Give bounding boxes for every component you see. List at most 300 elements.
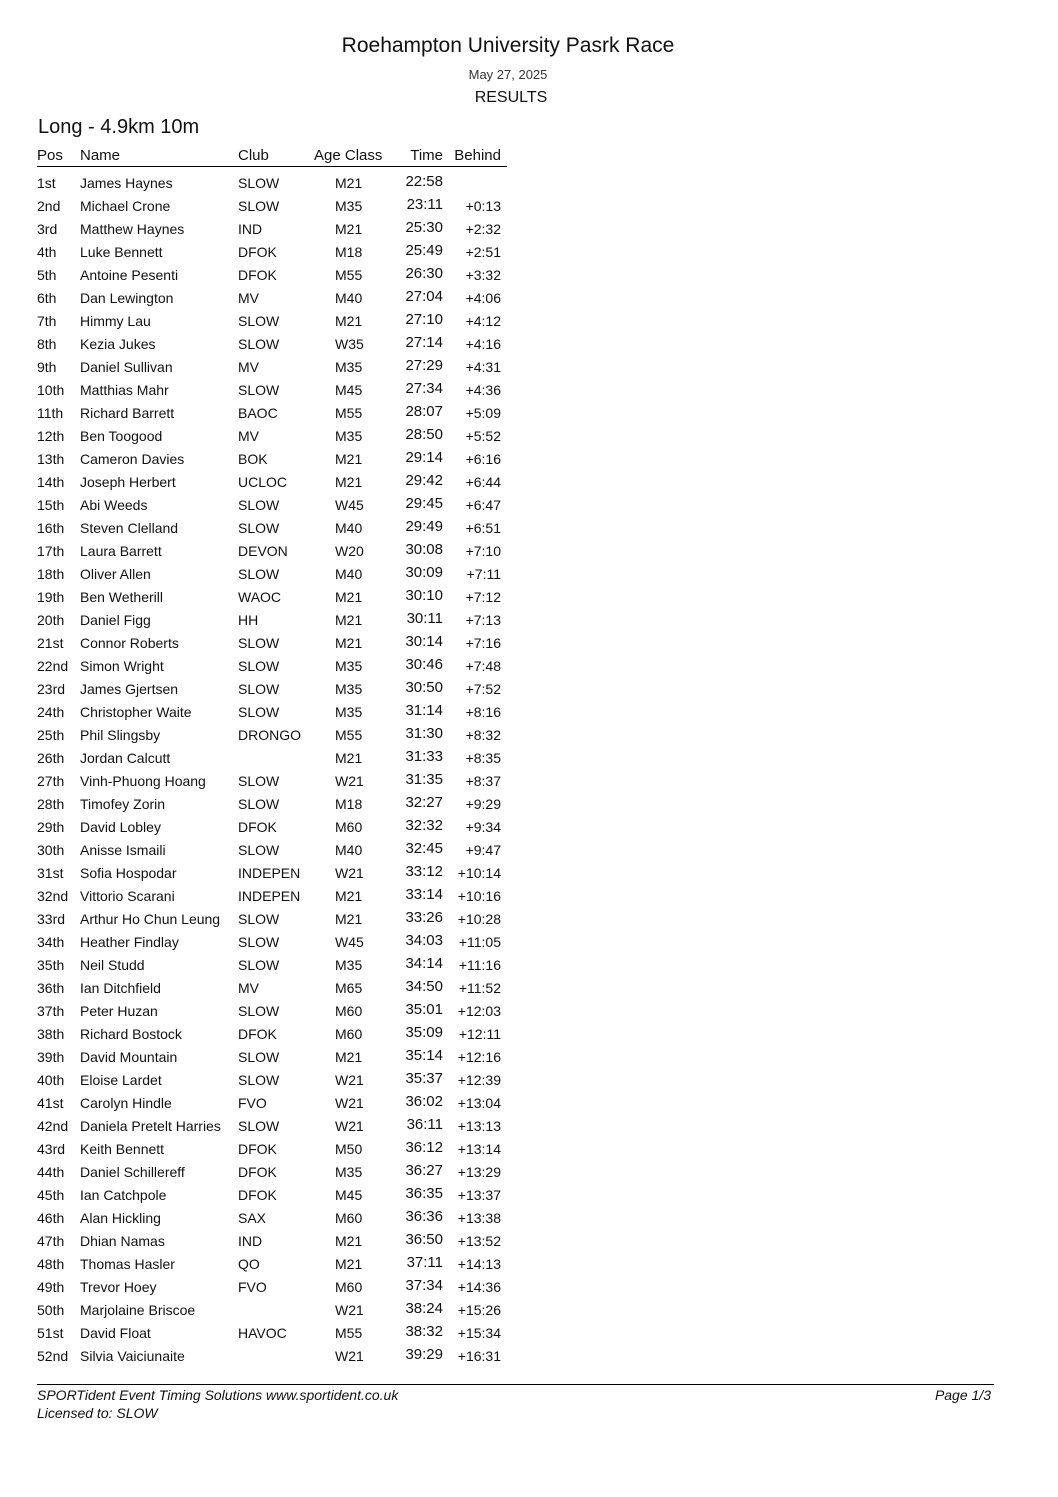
row-pos: 3rd (37, 220, 58, 237)
row-pos: 17th (37, 542, 65, 559)
row-age-class: M21 (335, 910, 363, 927)
table-body (37, 167, 507, 1365)
row-club: SLOW (238, 910, 280, 927)
row-pos: 7th (37, 312, 57, 329)
row-time: 26:30 (405, 265, 443, 283)
row-name: Richard Barrett (80, 404, 175, 421)
row-time: 31:33 (405, 748, 443, 766)
row-name: Abi Weeds (80, 496, 148, 513)
row-time: 32:32 (405, 817, 443, 835)
row-age-class: M60 (335, 818, 363, 835)
row-time: 30:08 (405, 541, 443, 559)
row-age-class: M35 (335, 680, 363, 697)
row-age-class: M65 (335, 979, 363, 996)
row-name: Daniel Figg (80, 611, 151, 628)
row-club: SLOW (238, 634, 280, 651)
row-club: SLOW (238, 519, 280, 536)
row-club: SLOW (238, 1048, 280, 1065)
row-time: 27:04 (405, 288, 443, 306)
row-age-class: M35 (335, 358, 363, 375)
row-age-class: M21 (335, 1255, 363, 1272)
row-pos: 19th (37, 588, 65, 605)
table-row (37, 882, 507, 905)
row-name: Oliver Allen (80, 565, 151, 582)
table-row (37, 767, 507, 790)
row-behind: +10:14 (457, 864, 501, 881)
row-club: INDEPEN (238, 887, 301, 904)
row-age-class: W21 (335, 772, 364, 789)
row-club: SLOW (238, 795, 280, 812)
row-name: Dan Lewington (80, 289, 174, 306)
table-row (37, 1319, 507, 1342)
table-row (37, 422, 507, 445)
row-name: Silvia Vaiciunaite (80, 1347, 185, 1364)
row-club: DFOK (238, 818, 277, 835)
table-row (37, 698, 507, 721)
row-age-class: M21 (335, 1232, 363, 1249)
header-pos: Pos (37, 147, 63, 164)
row-behind: +13:04 (457, 1094, 501, 1111)
row-age-class: M55 (335, 266, 363, 283)
row-behind: +2:51 (465, 243, 501, 260)
row-club: BOK (238, 450, 268, 467)
table-row (37, 721, 507, 744)
row-behind: +12:16 (457, 1048, 501, 1065)
table-row (37, 1227, 507, 1250)
row-behind: +15:34 (457, 1324, 501, 1341)
row-club: IND (238, 220, 263, 237)
row-name: Jordan Calcutt (80, 749, 171, 766)
row-club: DFOK (238, 266, 277, 283)
row-behind: +4:36 (465, 381, 501, 398)
footer-page-number: Page 1/3 (934, 1387, 991, 1403)
row-pos: 26th (37, 749, 65, 766)
row-name: Anisse Ismaili (80, 841, 166, 858)
row-age-class: M55 (335, 404, 363, 421)
row-behind: +9:34 (465, 818, 501, 835)
row-club: SLOW (238, 772, 280, 789)
row-club: MV (238, 289, 259, 306)
row-pos: 23rd (37, 680, 66, 697)
row-pos: 39th (37, 1048, 65, 1065)
row-age-class: M60 (335, 1278, 363, 1295)
row-pos: 21st (37, 634, 64, 651)
row-name: Ian Catchpole (80, 1186, 167, 1203)
row-pos: 44th (37, 1163, 65, 1180)
row-time: 28:07 (405, 403, 443, 421)
row-time: 27:14 (405, 334, 443, 352)
row-behind: +6:16 (465, 450, 501, 467)
table-row (37, 238, 507, 261)
row-time: 35:09 (405, 1024, 443, 1042)
row-age-class: M21 (335, 1048, 363, 1065)
table-row (37, 836, 507, 859)
row-behind: +9:29 (465, 795, 501, 812)
table-row (37, 905, 507, 928)
row-age-class: M21 (335, 588, 363, 605)
row-pos: 8th (37, 335, 57, 352)
table-row (37, 675, 507, 698)
table-row (37, 261, 507, 284)
row-name: Arthur Ho Chun Leung (80, 910, 221, 927)
row-time: 38:24 (405, 1300, 443, 1318)
table-row (37, 445, 507, 468)
row-club: UCLOC (238, 473, 288, 490)
row-age-class: M60 (335, 1209, 363, 1226)
row-name: David Mountain (80, 1048, 178, 1065)
row-age-class: W20 (335, 542, 364, 559)
row-time: 28:50 (405, 426, 443, 444)
row-behind: +10:16 (457, 887, 501, 904)
row-pos: 15th (37, 496, 65, 513)
row-age-class: M35 (335, 427, 363, 444)
row-pos: 35th (37, 956, 65, 973)
table-row (37, 399, 507, 422)
row-pos: 33rd (37, 910, 66, 927)
row-pos: 13th (37, 450, 65, 467)
row-age-class: M21 (335, 749, 363, 766)
table-row (37, 1273, 507, 1296)
row-behind: +13:14 (457, 1140, 501, 1157)
row-club: DEVON (238, 542, 288, 559)
row-club: DFOK (238, 243, 277, 260)
table-row (37, 997, 507, 1020)
row-time: 27:10 (405, 311, 443, 329)
row-age-class: M21 (335, 450, 363, 467)
row-pos: 52nd (37, 1347, 69, 1364)
row-name: Ben Toogood (80, 427, 163, 444)
row-club: IND (238, 1232, 263, 1249)
table-row (37, 330, 507, 353)
row-behind: +12:39 (457, 1071, 501, 1088)
row-name: Michael Crone (80, 197, 171, 214)
row-age-class: W45 (335, 496, 364, 513)
row-behind: +14:13 (457, 1255, 501, 1272)
table-row (37, 1089, 507, 1112)
row-time: 36:11 (406, 1116, 443, 1134)
event-date: May 27, 2025 (468, 67, 548, 82)
row-time: 33:26 (405, 909, 443, 927)
row-behind: +9:47 (465, 841, 501, 858)
row-behind: +12:03 (457, 1002, 501, 1019)
table-row (37, 376, 507, 399)
row-name: Neil Studd (80, 956, 145, 973)
row-behind: +5:09 (465, 404, 501, 421)
row-behind: +11:16 (458, 956, 501, 973)
row-time: 25:30 (405, 219, 443, 237)
row-behind: +7:48 (465, 657, 501, 674)
row-pos: 45th (37, 1186, 65, 1203)
row-behind: +0:13 (465, 197, 501, 214)
row-time: 35:37 (405, 1070, 443, 1088)
row-pos: 34th (37, 933, 65, 950)
footer-software: SPORTident Event Timing Solutions www.sportident.co.uk (37, 1387, 399, 1403)
footer-license: Licensed to: SLOW (37, 1405, 158, 1421)
row-club: SLOW (238, 496, 280, 513)
table-row (37, 606, 507, 629)
row-time: 33:14 (405, 886, 443, 904)
row-pos: 14th (37, 473, 65, 490)
row-age-class: M18 (335, 243, 363, 260)
row-club: SLOW (238, 174, 280, 191)
row-age-class: M35 (335, 956, 363, 973)
row-time: 23:11 (406, 196, 443, 214)
row-behind: +6:47 (465, 496, 501, 513)
row-pos: 37th (37, 1002, 65, 1019)
row-age-class: W21 (335, 864, 364, 881)
row-club: SLOW (238, 657, 280, 674)
row-club: SAX (238, 1209, 267, 1226)
row-name: Matthew Haynes (80, 220, 185, 237)
row-club: DFOK (238, 1140, 277, 1157)
row-club: FVO (238, 1278, 267, 1295)
row-club: SLOW (238, 1071, 280, 1088)
row-pos: 40th (37, 1071, 65, 1088)
row-behind: +15:26 (457, 1301, 501, 1318)
results-heading: RESULTS (474, 89, 548, 106)
table-row (37, 284, 507, 307)
row-behind: +13:13 (457, 1117, 501, 1134)
row-name: James Gjertsen (80, 680, 179, 697)
row-time: 37:11 (406, 1254, 443, 1272)
row-pos: 47th (37, 1232, 65, 1249)
table-row (37, 1066, 507, 1089)
row-behind: +14:36 (457, 1278, 501, 1295)
row-name: Daniel Schillereff (80, 1163, 185, 1180)
row-pos: 41st (37, 1094, 64, 1111)
table-row (37, 1043, 507, 1066)
row-pos: 49th (37, 1278, 65, 1295)
row-time: 36:36 (405, 1208, 443, 1226)
row-pos: 16th (37, 519, 65, 536)
row-behind: +12:11 (458, 1025, 501, 1042)
row-club: HAVOC (238, 1324, 287, 1341)
row-age-class: M40 (335, 519, 363, 536)
row-club: SLOW (238, 956, 280, 973)
table-row (37, 1181, 507, 1204)
row-name: James Haynes (80, 174, 173, 191)
row-age-class: M50 (335, 1140, 363, 1157)
header-name: Name (80, 147, 121, 164)
row-name: Luke Bennett (80, 243, 163, 260)
row-behind: +13:52 (457, 1232, 501, 1249)
row-time: 29:14 (405, 449, 443, 467)
row-pos: 1st (37, 174, 56, 191)
table-row (37, 790, 507, 813)
row-name: Kezia Jukes (80, 335, 156, 352)
row-pos: 2nd (37, 197, 61, 214)
row-behind: +7:10 (465, 542, 501, 559)
table-row (37, 1250, 507, 1273)
row-time: 29:49 (405, 518, 443, 536)
row-club: FVO (238, 1094, 267, 1111)
row-behind: +5:52 (465, 427, 501, 444)
table-row (37, 192, 507, 215)
row-behind: +6:44 (465, 473, 501, 490)
row-behind: +11:52 (458, 979, 501, 996)
row-time: 34:03 (405, 932, 443, 950)
table-row (37, 1204, 507, 1227)
row-age-class: M35 (335, 657, 363, 674)
row-age-class: M21 (335, 473, 363, 490)
footer-divider (37, 1384, 994, 1385)
row-name: David Float (80, 1324, 151, 1341)
row-pos: 25th (37, 726, 65, 743)
row-time: 32:27 (405, 794, 443, 812)
row-age-class: W45 (335, 933, 364, 950)
row-club: MV (238, 358, 259, 375)
row-time: 33:12 (405, 863, 443, 881)
row-club: DRONGO (238, 726, 301, 743)
row-name: Peter Huzan (80, 1002, 158, 1019)
table-row (37, 491, 507, 514)
row-pos: 5th (37, 266, 57, 283)
table-row (37, 629, 507, 652)
row-pos: 27th (37, 772, 65, 789)
row-time: 27:34 (405, 380, 443, 398)
row-behind: +13:29 (457, 1163, 501, 1180)
row-age-class: W21 (335, 1301, 364, 1318)
row-club: QO (238, 1255, 260, 1272)
row-behind: +6:51 (465, 519, 501, 536)
table-row (37, 353, 507, 376)
row-time: 34:50 (405, 978, 443, 996)
row-pos: 6th (37, 289, 57, 306)
row-club: SLOW (238, 1002, 280, 1019)
row-name: Antoine Pesenti (80, 266, 179, 283)
row-behind: +7:52 (465, 680, 501, 697)
row-age-class: M45 (335, 381, 363, 398)
row-name: Laura Barrett (80, 542, 162, 559)
row-name: Christopher Waite (80, 703, 192, 720)
row-behind: +8:35 (465, 749, 501, 766)
row-behind: +4:06 (465, 289, 501, 306)
row-age-class: W21 (335, 1347, 364, 1364)
row-time: 30:11 (406, 610, 443, 628)
row-behind: +13:37 (457, 1186, 501, 1203)
row-pos: 31st (37, 864, 64, 881)
row-time: 34:14 (405, 955, 443, 973)
row-club: SLOW (238, 680, 280, 697)
row-name: Timofey Zorin (80, 795, 166, 812)
table-row (37, 583, 507, 606)
row-time: 36:35 (405, 1185, 443, 1203)
row-behind: +4:12 (465, 312, 501, 329)
row-club: SLOW (238, 197, 280, 214)
row-name: Daniela Pretelt Harries (80, 1117, 221, 1134)
table-row (37, 813, 507, 836)
row-pos: 10th (37, 381, 65, 398)
row-pos: 32nd (37, 887, 69, 904)
table-header (37, 146, 507, 167)
row-name: Marjolaine Briscoe (80, 1301, 196, 1318)
row-behind: +11:05 (458, 933, 501, 950)
row-age-class: M21 (335, 887, 363, 904)
row-time: 36:27 (405, 1162, 443, 1180)
row-age-class: M55 (335, 1324, 363, 1341)
table-row (37, 1342, 507, 1365)
row-time: 22:58 (405, 173, 443, 191)
row-age-class: M21 (335, 312, 363, 329)
row-pos: 43rd (37, 1140, 66, 1157)
row-age-class: M21 (335, 611, 363, 628)
row-pos: 29th (37, 818, 65, 835)
row-age-class: M35 (335, 703, 363, 720)
row-age-class: M21 (335, 220, 363, 237)
table-row (37, 744, 507, 767)
row-name: Simon Wright (80, 657, 164, 674)
row-pos: 4th (37, 243, 57, 260)
row-pos: 18th (37, 565, 65, 582)
row-age-class: M60 (335, 1002, 363, 1019)
row-pos: 46th (37, 1209, 65, 1226)
row-time: 32:45 (405, 840, 443, 858)
table-row (37, 1296, 507, 1319)
table-row (37, 537, 507, 560)
row-time: 30:14 (405, 633, 443, 651)
row-age-class: M35 (335, 1163, 363, 1180)
row-pos: 50th (37, 1301, 65, 1318)
table-row (37, 1135, 507, 1158)
row-name: Alan Hickling (80, 1209, 161, 1226)
row-club: MV (238, 979, 259, 996)
row-club: SLOW (238, 933, 280, 950)
row-pos: 22nd (37, 657, 69, 674)
row-age-class: M40 (335, 841, 363, 858)
row-club: INDEPEN (238, 864, 301, 881)
row-pos: 38th (37, 1025, 65, 1042)
row-time: 31:14 (405, 702, 443, 720)
header-club: Club (238, 147, 269, 164)
row-name: Matthias Mahr (80, 381, 169, 398)
row-name: Keith Bennett (80, 1140, 165, 1157)
row-time: 29:42 (405, 472, 443, 490)
row-name: Heather Findlay (80, 933, 179, 950)
row-age-class: M40 (335, 565, 363, 582)
row-pos: 48th (37, 1255, 65, 1272)
row-behind: +7:13 (465, 611, 501, 628)
row-time: 30:10 (405, 587, 443, 605)
row-pos: 36th (37, 979, 65, 996)
row-age-class: M21 (335, 634, 363, 651)
row-pos: 20th (37, 611, 65, 628)
row-time: 30:09 (405, 564, 443, 582)
table-row (37, 974, 507, 997)
row-club: SLOW (238, 312, 280, 329)
row-club: SLOW (238, 841, 280, 858)
row-time: 31:35 (405, 771, 443, 789)
row-time: 35:01 (405, 1001, 443, 1019)
row-club: MV (238, 427, 259, 444)
row-age-class: M40 (335, 289, 363, 306)
row-age-class: M45 (335, 1186, 363, 1203)
table-row (37, 307, 507, 330)
row-name: Carolyn Hindle (80, 1094, 172, 1111)
row-club: SLOW (238, 335, 280, 352)
row-time: 30:50 (405, 679, 443, 697)
row-name: Dhian Namas (80, 1232, 165, 1249)
row-name: Cameron Davies (80, 450, 185, 467)
course-title: Long - 4.9km 10m (38, 116, 200, 138)
row-pos: 11th (37, 404, 64, 421)
row-age-class: W21 (335, 1071, 364, 1088)
row-time: 30:46 (405, 656, 443, 674)
table-row (37, 169, 507, 192)
row-club: DFOK (238, 1186, 277, 1203)
header-behind: Behind (454, 147, 501, 164)
row-name: Vittorio Scarani (80, 887, 175, 904)
row-club: SLOW (238, 381, 280, 398)
